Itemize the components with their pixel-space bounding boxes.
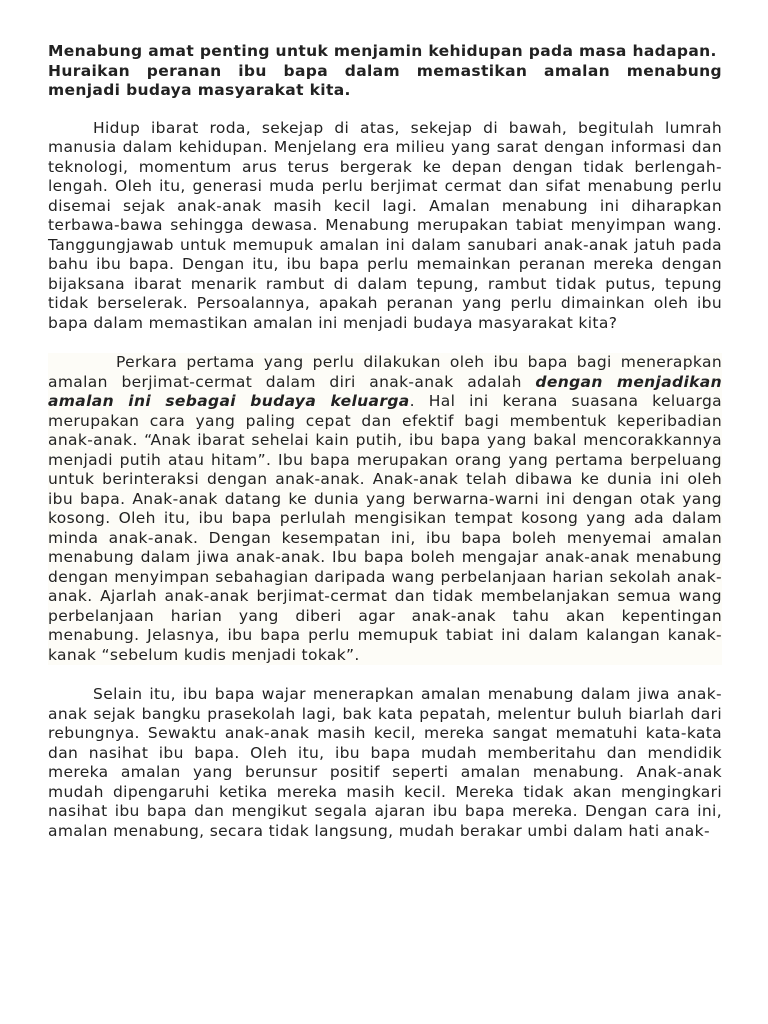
paragraph-first-point	[48, 353, 722, 665]
paragraph-introduction: Hidup ibarat roda, sekejap di atas, sekejap di bawah, begitulah lumrah manusia dalam kehidupan. Menjelang era milieu yang sarat dengan informasi dan teknologi, momentum arus terus bergerak ke depan dengan tidak berlengah-lengah. Oleh itu, generasi muda perlu berjimat cermat dan sifat menabung perlu disemai sejak anak-anak masih kecil lagi. Amalan menabung ini diharapkan terbawa-bawa sehingga dewasa. Menabung merupakan tabiat menyimpan wang. Tanggungjawab untuk memupuk amalan ini dalam sanubari anak-anak jatuh pada bahu ibu bapa. Dengan itu, ibu bapa perlu memainkan peranan mereka dengan bijaksana ibarat menarik rambut di dalam tepung, rambut tidak putus, tepung tidak berselerak. Persoalannya, apakah peranan yang perlu dimainkan oleh ibu bapa dalam memastikan amalan ini menjadi budaya masyarakat kita?	[48, 118, 722, 332]
essay-title-line-2: Huraikan peranan ibu bapa dalam memastikan amalan menabung menjadi budaya masyarakat kita.	[48, 61, 722, 99]
essay-page	[48, 42, 722, 841]
paragraph-first-point-emphasis: dengan menjadikan amalan ini sebagai budaya keluarga	[48, 372, 722, 410]
paragraph-first-point-intro: Perkara pertama yang perlu dilakukan oleh ibu bapa bagi menerapkan amalan berjimat-cermat dalam diri anak-anak adalah	[48, 353, 722, 391]
paragraph-second-point: Selain itu, ibu bapa wajar menerapkan amalan menabung dalam jiwa anak-anak sejak bangku prasekolah lagi, bak kata pepatah, melentur buluh biarlah dari rebungnya. Sewaktu anak-anak masih kecil, mereka sangat mematuhi kata-kata dan nasihat ibu bapa. Oleh itu, ibu bapa mudah memberitahu dan mendidik mereka amalan yang berunsur positif seperti amalan menabung. Anak-anak mudah dipengaruhi ketika mereka masih kecil. Mereka tidak akan mengingkari nasihat ibu bapa dan mengikut segala ajaran ibu bapa mereka. Dengan cara ini, amalan menabung, secara tidak langsung, mudah berakar umbi dalam hati anak-	[48, 685, 722, 840]
paragraph-first-point-body: . Hal ini kerana suasana keluarga merupakan cara yang paling cepat dan efektif bagi membentuk keperibadian anak-anak. “Anak ibarat sehelai kain putih, ibu bapa yang bakal mencorakkannya menjadi putih atau hitam”. Ibu bapa merupakan orang yang pertama berpeluang untuk berinteraksi dengan anak-anak. Anak-anak telah dibawa ke dunia ini oleh ibu bapa. Anak-anak datang ke dunia yang berwarna-warni ini dengan otak yang kosong. Oleh itu, ibu bapa perlulah mengisikan tempat kosong yang ada dalam minda anak-anak. Dengan kesempatan ini, ibu bapa boleh menyemai amalan menabung dalam jiwa anak-anak. Ibu bapa boleh mengajar anak-anak menabung dengan menyimpan sebahagian daripada wang perbelanjaan harian sekolah anak-anak. Ajarlah anak-anak berjimat-cermat dan tidak membelanjakan semua wang perbelanjaan harian yang diberi agar anak-anak tahu akan kepentingan menabung. Jelasnya, ibu bapa perlu memupuk tabiat ini dalam kalangan kanak-kanak “sebelum kudis menjadi tokak”.	[48, 392, 722, 664]
essay-title	[48, 42, 722, 101]
essay-title-line-1: Menabung amat penting untuk menjamin kehidupan pada masa hadapan.	[48, 42, 717, 60]
